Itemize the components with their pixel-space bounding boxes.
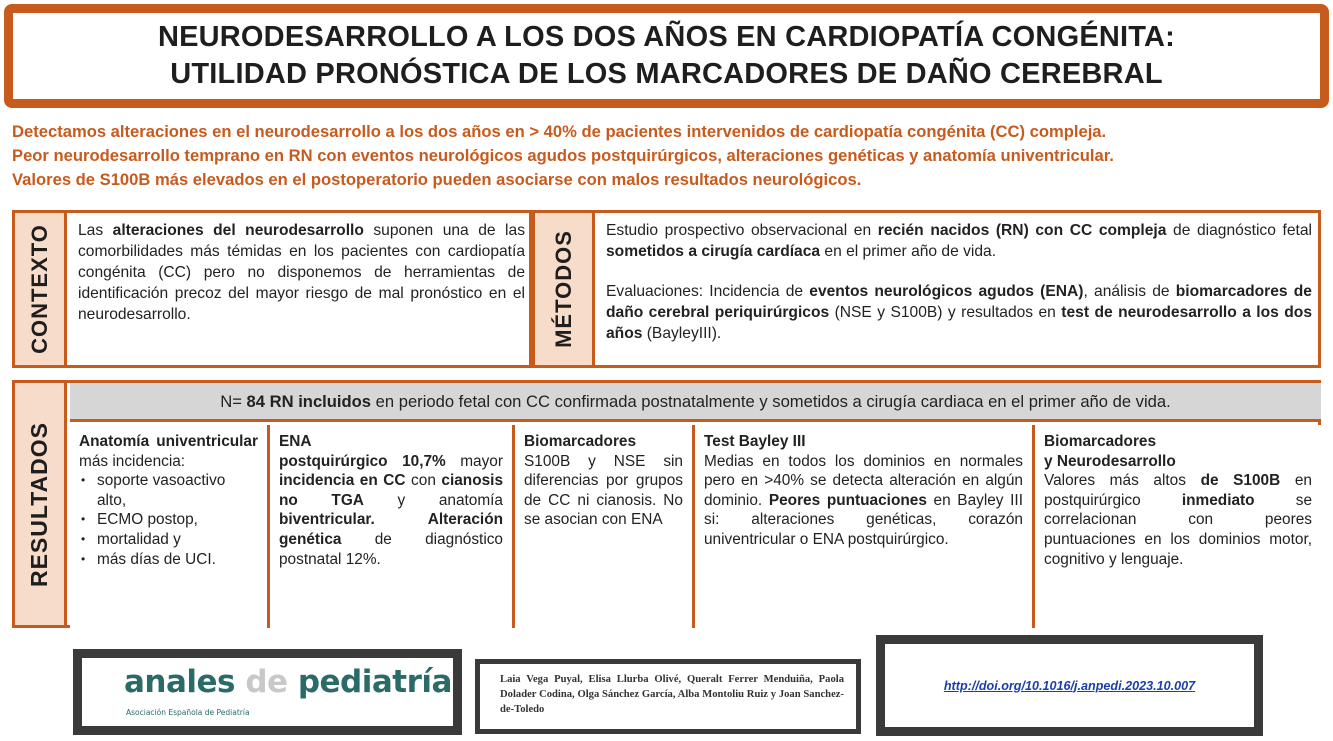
summary-line-2: Peor neurodesarrollo temprano en RN con eventos neurológicos agudos postquirúrgicos, alteraciones genéticas y anatomía univentricular.	[12, 146, 1114, 165]
metodos-label-band	[535, 213, 595, 365]
col-ena-body: postquirúrgico 10,7% mayor incidencia en CC con cianosis no TGA y anatomía biventricular. Alteración genética de diagnóstico postnatal 12%.	[279, 452, 503, 568]
summary-line-3: Valores de S100B más elevados en el postoperatorio pueden asociarse con malos resultados neurológicos.	[12, 170, 862, 189]
journal-logo	[73, 649, 462, 735]
contexto-section	[12, 210, 532, 368]
metodos-section	[532, 210, 1321, 368]
resultados-label-band	[15, 383, 67, 625]
result-col-ena	[270, 425, 515, 628]
metodos-paragraph-1: Estudio prospectivo observacional en recién nacidos (RN) con CC compleja de diagnóstico fetal sometidos a cirugía cardíaca en el primer año de vida.	[606, 222, 1312, 260]
col-anatomia-body: Anatomía univentricular más incidencia:	[79, 433, 258, 470]
key-findings-summary	[12, 120, 1324, 192]
journal-logo-wordmark: anales de pediatría	[124, 664, 452, 700]
resultados-label: RESULTADOS	[26, 421, 53, 587]
list-item: • ECMO postop,	[79, 510, 258, 530]
col-bayley-head: Test Bayley III	[704, 433, 806, 450]
metodos-paragraph-2: Evaluaciones: Incidencia de eventos neurológicos agudos (ENA), análisis de biomarcadores de daño cerebral periquirúrgicos (NSE y S100B) y resultados en test de neurodesarrollo a los dos años (BayleyIII).	[606, 283, 1312, 342]
contexto-label: CONTEXTO	[26, 224, 52, 354]
col-neuro-head-2: y Neurodesarrollo	[1044, 452, 1176, 470]
authors-text: Laia Vega Puyal, Elisa Llurba Olivé, Queralt Ferrer Menduiña, Paola Dolader Codina, Olga Sánchez García, Alba Montoliu Ruiz y Joan Sanchez-de-Toledo	[500, 674, 844, 715]
col-anatomia-list	[79, 471, 258, 569]
result-col-anatomia	[70, 425, 270, 628]
list-item: • más días de UCI.	[79, 550, 258, 570]
result-col-neurodesarrollo	[1035, 425, 1321, 628]
col-neuro-body: Valores más altos de S100B en postquirúrgico inmediato se correlacionan con peores puntuaciones en los dominios motor, cognitivo y lenguaje.	[1044, 472, 1313, 568]
col-bayley-body: Medias en todos los dominios en normales pero en >40% se detecta alteración en algún dominio. Peores puntuaciones en Bayley III si: alteraciones genéticas, corazón univentricular o ENA postquirúrgico.	[704, 452, 1023, 548]
list-item: • mortalidad y	[79, 530, 258, 550]
col-ena-head: ENA	[279, 433, 312, 450]
title-banner	[4, 4, 1329, 108]
list-item: • soporte vasoactivo alto,	[79, 471, 258, 510]
metodos-text	[606, 220, 1312, 344]
doi-box	[876, 635, 1263, 736]
title-line-2: UTILIDAD PRONÓSTICA DE LOS MARCADORES DE DAÑO CEREBRAL	[170, 58, 1163, 90]
contexto-text: Las alteraciones del neurodesarrollo suponen una de las comorbilidades más témidas en los pacientes con cardiopatía congénita (CC) pero no disponemos de herramientas de identificación precoz del mayor riesgo de mal pronóstico en el neurodesarrollo.	[78, 222, 525, 323]
col-neuro-head-1: Biomarcadores	[1044, 433, 1157, 450]
journal-logo-subtitle: Asociación Española de Pediatría	[126, 708, 250, 717]
resultados-section	[12, 380, 1321, 628]
doi-link[interactable]: http://doi.org/10.1016/j.anpedi.2023.10.007	[943, 678, 1196, 693]
title-line-1: NEURODESARROLLO A LOS DOS AÑOS EN CARDIOPATÍA CONGÉNITA:	[157, 21, 1176, 53]
result-col-biomarcadores	[515, 425, 695, 628]
authors-box	[475, 659, 861, 734]
contexto-label-band	[15, 213, 67, 365]
col-biomarcadores-head: Biomarcadores	[524, 433, 637, 450]
sample-size-bar: N= 84 RN incluidos en periodo fetal con CC confirmada postnatalmente y sometidos a cirugía cardiaca en el primer año de vida.	[70, 383, 1321, 422]
metodos-label: MÉTODOS	[550, 230, 576, 348]
col-biomarcadores-body: S100B y NSE sin diferencias por grupos de CC ni cianosis. No se asocian con ENA	[524, 452, 683, 529]
summary-line-1: Detectamos alteraciones en el neurodesarrollo a los dos años en > 40% de pacientes intervenidos de cardiopatía congénita (CC) compleja.	[12, 122, 1107, 141]
result-col-bayley	[695, 425, 1035, 628]
